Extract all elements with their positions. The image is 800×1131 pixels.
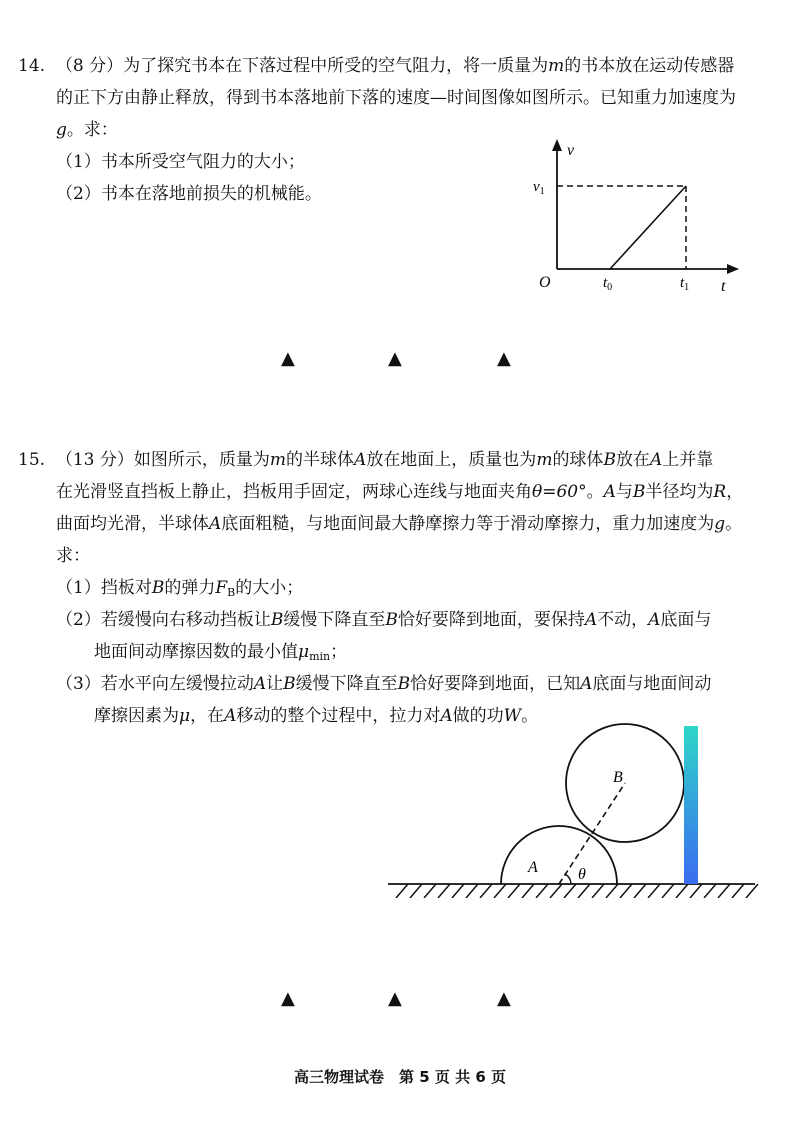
q14-line-2: 的正下方由静止释放，得到书本落地前下落的速度—时间图像如图所示。已知重力加速度为 bbox=[56, 88, 736, 108]
q14-subquestion-1: （1）书本所受空气阻力的大小； bbox=[56, 152, 305, 172]
q15-subquestion-2: （2）若缓慢向右移动挡板让B缓慢下降直至B恰好要降到地面，要保持A不动，A底面与 bbox=[56, 610, 712, 630]
hemisphere-A bbox=[501, 826, 617, 884]
q14-subquestion-2: （2）书本在落地前损失的机械能。 bbox=[56, 184, 322, 204]
separator-triangle: ▲ bbox=[388, 348, 402, 369]
q15-subquestion-3-cont: 摩擦因素为μ，在A移动的整个过程中，拉力对A做的功W。 bbox=[94, 706, 539, 726]
separator-triangle: ▲ bbox=[281, 988, 295, 1009]
origin-label: O bbox=[539, 274, 551, 291]
q15-line-2: 在光滑竖直挡板上静止，挡板用手固定，两球心连线与地面夹角θ=60°。A与B半径均为R， bbox=[56, 482, 744, 502]
q15-score: （13 分） bbox=[55, 450, 134, 470]
vertical-barrier bbox=[684, 726, 698, 884]
label-theta: θ bbox=[578, 866, 586, 883]
separator-triangle: ▲ bbox=[497, 348, 511, 369]
separator-triangle: ▲ bbox=[497, 988, 511, 1009]
angle-theta-arc bbox=[565, 874, 571, 884]
q14-line-1: 14. （8 分）为了探究书本在下落过程中所受的空气阻力，将一质量为m的书本放在运动传感器 bbox=[18, 56, 735, 76]
t-axis-arrow bbox=[727, 264, 739, 274]
q15-subquestion-2-cont: 地面间动摩擦因数的最小值$\mu_{min}$； bbox=[94, 642, 348, 663]
label-A: A bbox=[528, 859, 538, 876]
q15-subquestion-1: （1）挡板对B的弹力$F_B$的大小； bbox=[56, 578, 304, 599]
q15-subquestion-3: （3）若水平向左缓慢拉动A让B缓慢下降直至B恰好要降到地面，已知A底面与地面间动 bbox=[56, 674, 712, 694]
velocity-time-graph bbox=[525, 135, 755, 300]
label-B: B bbox=[613, 769, 623, 786]
t-axis-label: t bbox=[721, 278, 726, 295]
q15-line-4: 求： bbox=[56, 546, 90, 566]
t0-label: $t_0$ bbox=[603, 275, 613, 293]
hemisphere-sphere-figure bbox=[380, 722, 780, 902]
q14-line-3: g。求： bbox=[56, 120, 118, 140]
ground-hatching bbox=[396, 884, 758, 898]
q15-number: 15. bbox=[18, 450, 46, 470]
q15-line-1: 15. （13 分）如图所示，质量为m的半球体A放在地面上，质量也为m的球体B放在A上并靠 bbox=[18, 450, 714, 470]
v1-label: $v_1$ bbox=[533, 179, 545, 197]
separator-triangle: ▲ bbox=[388, 988, 402, 1009]
t1-label: $t_1$ bbox=[680, 275, 690, 293]
page-footer: 高三物理试卷 第 5 页 共 6 页 bbox=[294, 1068, 506, 1086]
v-axis-label: v bbox=[567, 142, 575, 159]
q14-score: （8 分） bbox=[55, 56, 124, 76]
velocity-line bbox=[610, 186, 686, 269]
q14-number: 14. bbox=[18, 56, 46, 76]
v-axis-arrow bbox=[552, 139, 562, 151]
q15-line-3: 曲面均光滑，半球体A底面粗糙，与地面间最大静摩擦力等于滑动摩擦力，重力加速度为g。 bbox=[56, 514, 743, 534]
separator-triangle: ▲ bbox=[281, 348, 295, 369]
